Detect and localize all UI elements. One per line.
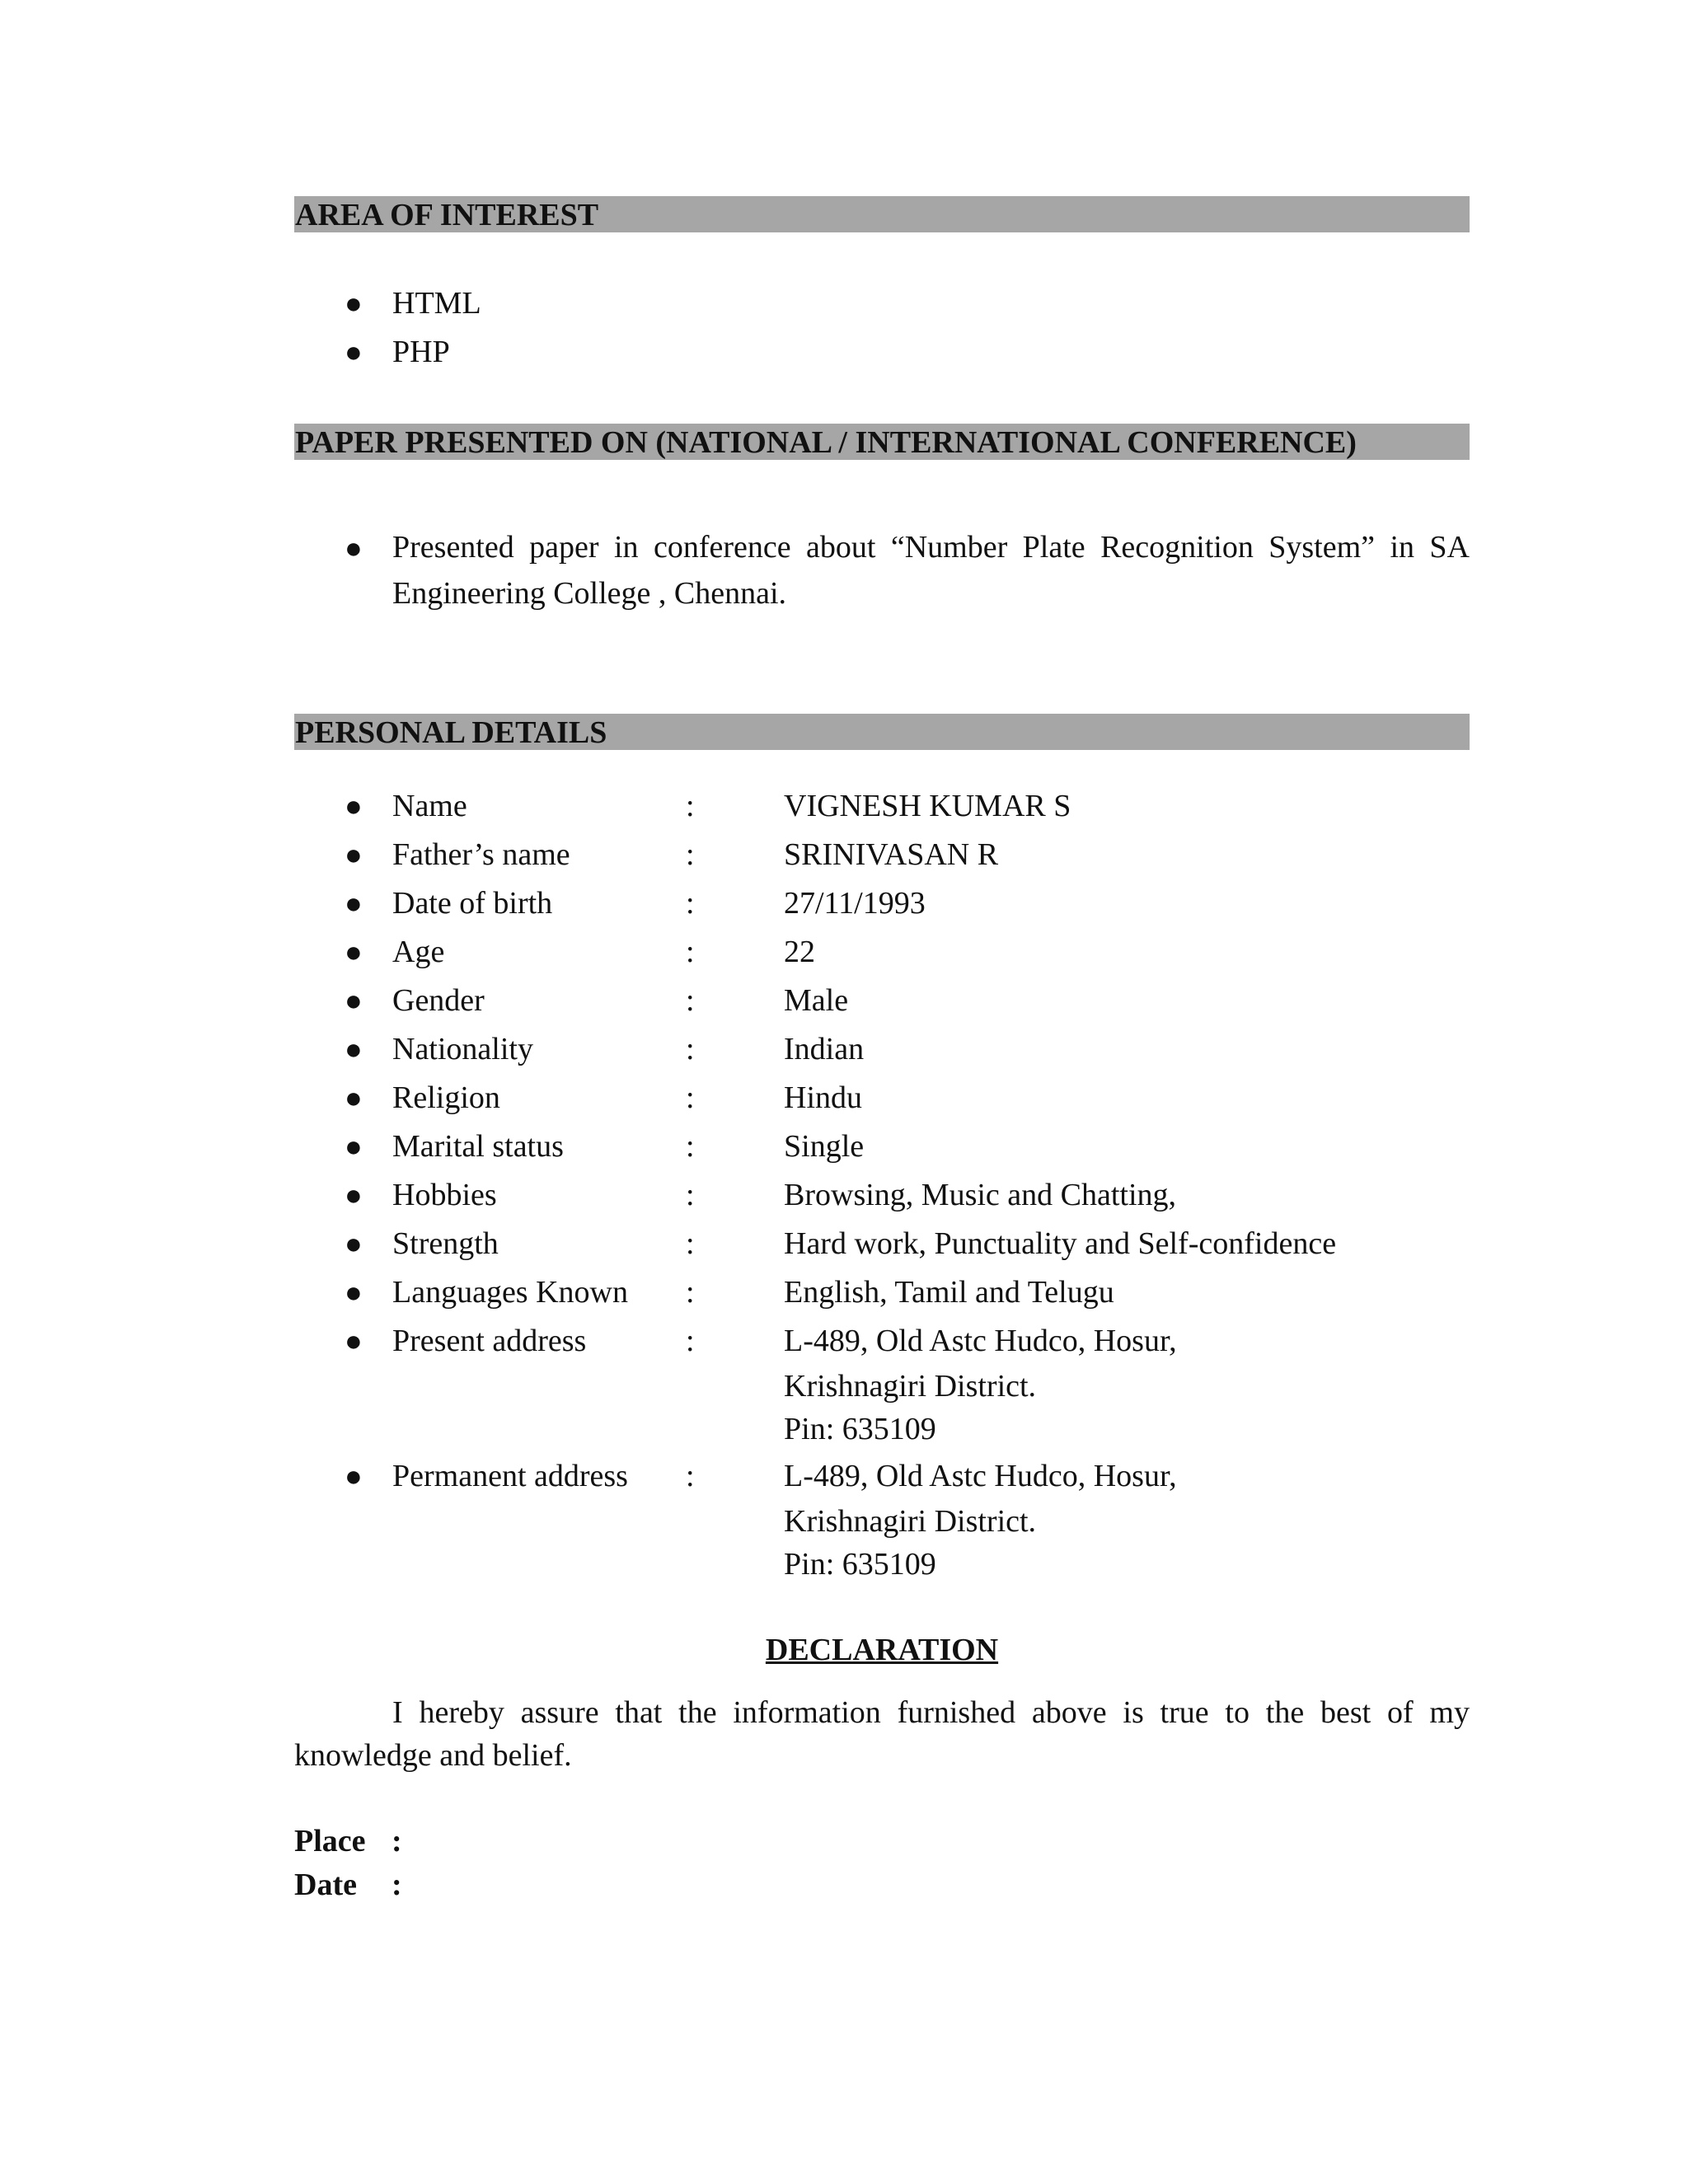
present-address-line: L-489, Old Astc Hudco, Hosur, <box>784 1324 1177 1358</box>
detail-label: Father’s name <box>392 837 570 872</box>
permanent-address-line: Pin: 635109 <box>784 1547 936 1582</box>
place-colon: : <box>392 1824 402 1858</box>
detail-separator: : <box>686 1080 695 1115</box>
personal-details-heading: PERSONAL DETAILS <box>294 714 1470 750</box>
detail-value: VIGNESH KUMAR S <box>784 789 1071 823</box>
detail-label: Marital status <box>392 1129 564 1164</box>
detail-value: Hard work, Punctuality and Self-confidence <box>784 1226 1337 1261</box>
bullet-icon: ● <box>345 1227 363 1260</box>
detail-separator: : <box>686 1324 695 1358</box>
detail-separator: : <box>686 1129 695 1164</box>
date-label: Date <box>294 1868 357 1902</box>
detail-label: Nationality <box>392 1032 533 1066</box>
detail-value: Indian <box>784 1032 865 1066</box>
bullet-icon: ● <box>345 1324 363 1357</box>
permanent-address-label: Permanent address <box>392 1459 628 1493</box>
paper-description <box>392 524 1470 616</box>
declaration-line-2: knowledge and belief. <box>294 1738 572 1773</box>
bullet-icon: ● <box>345 984 363 1017</box>
bullet-icon: ● <box>345 1033 363 1066</box>
detail-value: 22 <box>784 935 815 969</box>
bullet-icon: ● <box>345 935 363 968</box>
bullet-icon: ● <box>345 1130 363 1163</box>
detail-value: Browsing, Music and Chatting, <box>784 1178 1177 1212</box>
detail-label: Languages Known <box>392 1275 628 1310</box>
detail-label: Date of birth <box>392 886 553 921</box>
present-address-label: Present address <box>392 1324 587 1358</box>
paper-line-1: Presented paper in conference about “Number Plate Recognition System” in SA <box>392 530 1470 565</box>
permanent-address-line: L-489, Old Astc Hudco, Hosur, <box>784 1459 1177 1493</box>
detail-value: 27/11/1993 <box>784 886 926 921</box>
detail-label: Religion <box>392 1080 500 1115</box>
detail-separator: : <box>686 837 695 872</box>
detail-separator: : <box>686 1032 695 1066</box>
bullet-icon: ● <box>345 838 363 871</box>
interest-item: PHP <box>392 335 450 369</box>
bullet-icon: ● <box>345 1276 363 1309</box>
bullet-icon: ● <box>345 335 363 368</box>
detail-separator: : <box>686 935 695 969</box>
bullet-icon: ● <box>345 1179 363 1212</box>
detail-value: Hindu <box>784 1080 862 1115</box>
detail-value: SRINIVASAN R <box>784 837 999 872</box>
bullet-icon: ● <box>345 532 363 565</box>
detail-value: English, Tamil and Telugu <box>784 1275 1114 1310</box>
detail-separator: : <box>686 886 695 921</box>
detail-separator: : <box>686 1178 695 1212</box>
place-label: Place <box>294 1824 366 1858</box>
detail-value: Male <box>784 983 849 1018</box>
bullet-icon: ● <box>345 790 363 823</box>
paper-presented-heading: PAPER PRESENTED ON (NATIONAL / INTERNATIONAL CONFERENCE) <box>294 424 1470 460</box>
bullet-icon: ● <box>345 1460 363 1493</box>
bullet-icon: ● <box>345 1081 363 1114</box>
declaration-text <box>294 1691 1470 1777</box>
present-address-line: Krishnagiri District. <box>784 1369 1037 1404</box>
detail-separator: : <box>686 789 695 823</box>
detail-separator: : <box>686 1275 695 1310</box>
detail-label: Strength <box>392 1226 499 1261</box>
area-of-interest-heading: AREA OF INTEREST <box>294 196 1470 232</box>
interest-item: HTML <box>392 286 481 321</box>
detail-label: Name <box>392 789 467 823</box>
detail-separator: : <box>686 983 695 1018</box>
detail-label: Age <box>392 935 445 969</box>
detail-value: Single <box>784 1129 865 1164</box>
present-address-line: Pin: 635109 <box>784 1412 936 1446</box>
detail-label: Hobbies <box>392 1178 497 1212</box>
bullet-icon: ● <box>345 287 363 320</box>
declaration-title: DECLARATION <box>765 1633 999 1667</box>
bullet-icon: ● <box>345 887 363 920</box>
permanent-address-line: Krishnagiri District. <box>784 1504 1037 1539</box>
date-colon: : <box>392 1868 402 1902</box>
detail-separator: : <box>686 1459 695 1493</box>
declaration-line-1: I hereby assure that the information furnished above is true to the best of my <box>392 1695 1470 1730</box>
detail-label: Gender <box>392 983 485 1018</box>
paper-line-2: Engineering College , Chennai. <box>392 576 787 611</box>
detail-separator: : <box>686 1226 695 1261</box>
